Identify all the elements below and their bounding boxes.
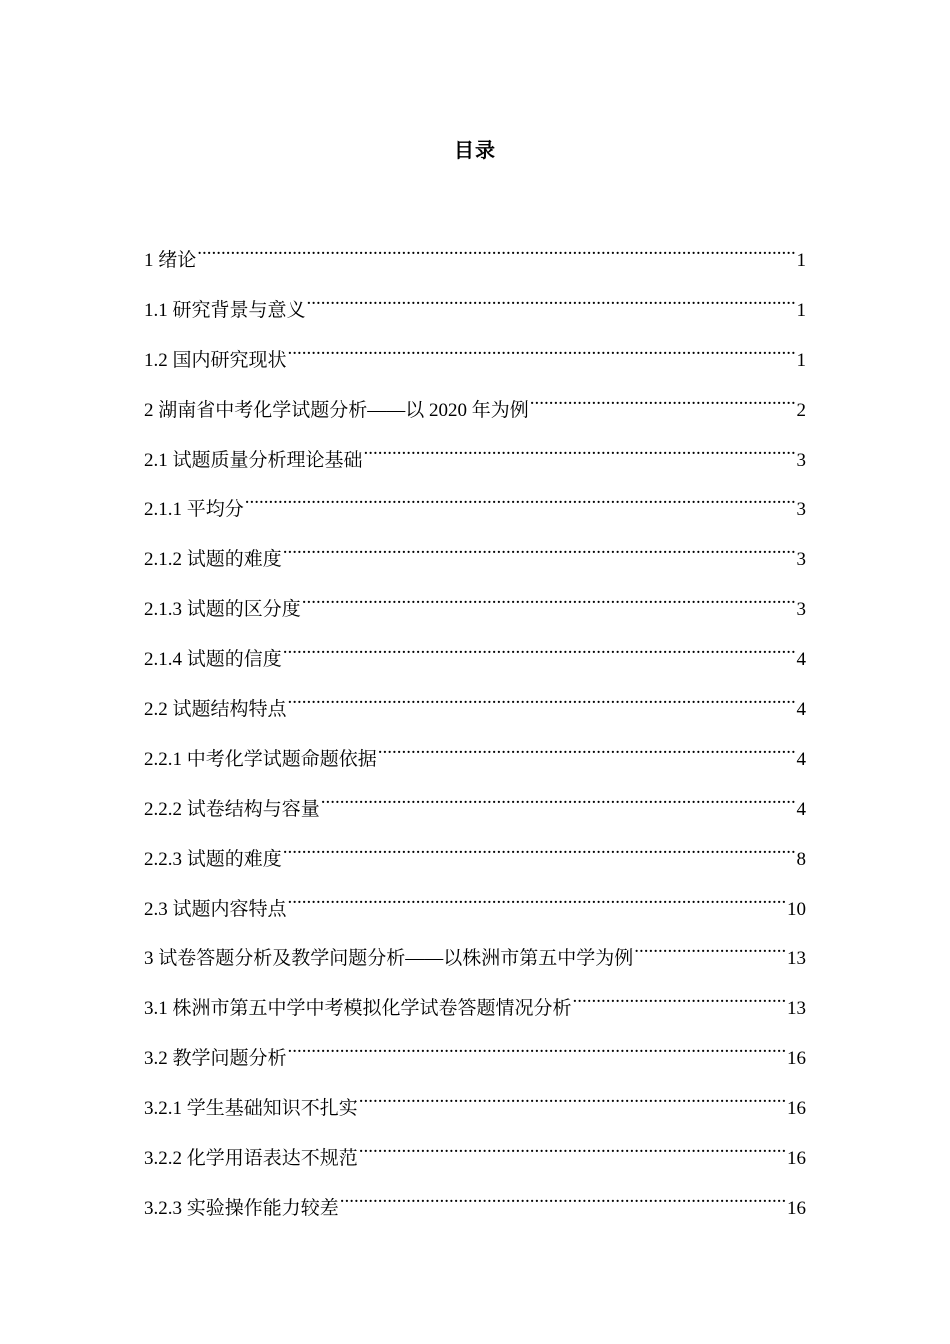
toc-dot-leader (282, 531, 797, 565)
toc-dot-leader (287, 881, 787, 915)
toc-page-number: 4 (796, 649, 806, 671)
toc-entry-text: 2.2.3 试题的难度 (144, 848, 282, 870)
toc-entry-text: 2.1.4 试题的信度 (144, 649, 282, 671)
toc-dot-leader (339, 1180, 787, 1214)
toc-page-number: 8 (796, 848, 806, 870)
toc-entry-text: 2.1.3 试题的区分度 (144, 599, 301, 621)
toc-entry[interactable] (144, 980, 806, 1030)
toc-entry[interactable] (144, 631, 806, 681)
toc-dot-leader (287, 332, 797, 366)
toc-entry[interactable] (144, 1130, 806, 1180)
toc-dot-leader (572, 980, 787, 1014)
toc-entry-text: 3 试卷答题分析及教学问题分析——以株洲市第五中学为例 (144, 948, 634, 970)
toc-page-number: 1 (796, 299, 806, 321)
toc-page-number: 1 (796, 349, 806, 371)
toc-dot-leader (301, 581, 797, 615)
toc-entry[interactable] (144, 282, 806, 332)
toc-entry[interactable] (144, 432, 806, 482)
toc-dot-leader (377, 731, 797, 765)
toc-page-number: 16 (787, 1197, 806, 1219)
toc-dot-leader (196, 232, 796, 266)
toc-entry[interactable] (144, 1080, 806, 1130)
toc-page-number: 3 (796, 599, 806, 621)
toc-dot-leader (282, 831, 797, 865)
toc-entry-text: 2.1 试题质量分析理论基础 (144, 449, 363, 471)
toc-entry[interactable] (144, 232, 806, 282)
toc-entry-text: 2.1.1 平均分 (144, 499, 244, 521)
toc-page-number: 4 (796, 748, 806, 770)
toc-page-number: 16 (787, 1048, 806, 1070)
toc-entry-text: 1.1 研究背景与意义 (144, 299, 306, 321)
toc-dot-leader (244, 481, 797, 515)
toc-entry[interactable] (144, 581, 806, 631)
toc-entry[interactable] (144, 930, 806, 980)
toc-dot-leader (320, 781, 797, 815)
toc-entry-text: 3.2.3 实验操作能力较差 (144, 1197, 339, 1219)
toc-page-number: 3 (796, 499, 806, 521)
toc-entry-text: 3.2.2 化学用语表达不规范 (144, 1148, 358, 1170)
toc-dot-leader (287, 681, 797, 715)
toc-page-number: 13 (787, 998, 806, 1020)
toc-entry[interactable] (144, 1180, 806, 1230)
toc-entry-text: 2 湖南省中考化学试题分析——以 2020 年为例 (144, 399, 529, 421)
toc-entry-text: 2.3 试题内容特点 (144, 898, 287, 920)
toc-page-number: 13 (787, 948, 806, 970)
toc-page-number: 10 (787, 898, 806, 920)
toc-entry[interactable] (144, 681, 806, 731)
toc-dot-leader (633, 930, 787, 964)
toc-entry[interactable] (144, 881, 806, 931)
toc-page-number: 16 (787, 1098, 806, 1120)
toc-entry-text: 2.2.2 试卷结构与容量 (144, 798, 320, 820)
toc-entry[interactable] (144, 481, 806, 531)
toc-dot-leader (358, 1080, 787, 1114)
toc-entry[interactable] (144, 382, 806, 432)
toc-page-number: 4 (796, 699, 806, 721)
toc-page-number: 3 (796, 449, 806, 471)
toc-entry-text: 2.2 试题结构特点 (144, 699, 287, 721)
toc-entry[interactable] (144, 781, 806, 831)
toc-dot-leader (529, 382, 797, 416)
toc-entry-text: 3.2.1 学生基础知识不扎实 (144, 1098, 358, 1120)
toc-page-number: 16 (787, 1148, 806, 1170)
toc-dot-leader (287, 1030, 787, 1064)
toc-entry[interactable] (144, 531, 806, 581)
toc-entry[interactable] (144, 831, 806, 881)
toc-entry-text: 1 绪论 (144, 250, 197, 271)
toc-entry-text: 1.2 国内研究现状 (144, 349, 287, 371)
toc-entry[interactable] (144, 731, 806, 781)
toc-page-number: 1 (796, 250, 806, 271)
toc-page-number: 2 (796, 399, 806, 421)
toc-title: 目录 (454, 140, 496, 162)
toc-entry-text: 3.1 株洲市第五中学中考模拟化学试卷答题情况分析 (144, 998, 572, 1020)
toc-entry-text: 2.2.1 中考化学试题命题依据 (144, 748, 377, 770)
toc-dot-leader (363, 432, 797, 466)
table-of-contents (144, 232, 806, 1230)
toc-page-number: 3 (796, 549, 806, 571)
toc-page-number: 4 (796, 798, 806, 820)
toc-dot-leader (282, 631, 797, 665)
toc-dot-leader (306, 282, 797, 316)
toc-entry[interactable] (144, 332, 806, 382)
toc-entry-text: 2.1.2 试题的难度 (144, 549, 282, 571)
toc-entry-text: 3.2 教学问题分析 (144, 1048, 287, 1070)
toc-entry[interactable] (144, 1030, 806, 1080)
toc-dot-leader (358, 1130, 787, 1164)
